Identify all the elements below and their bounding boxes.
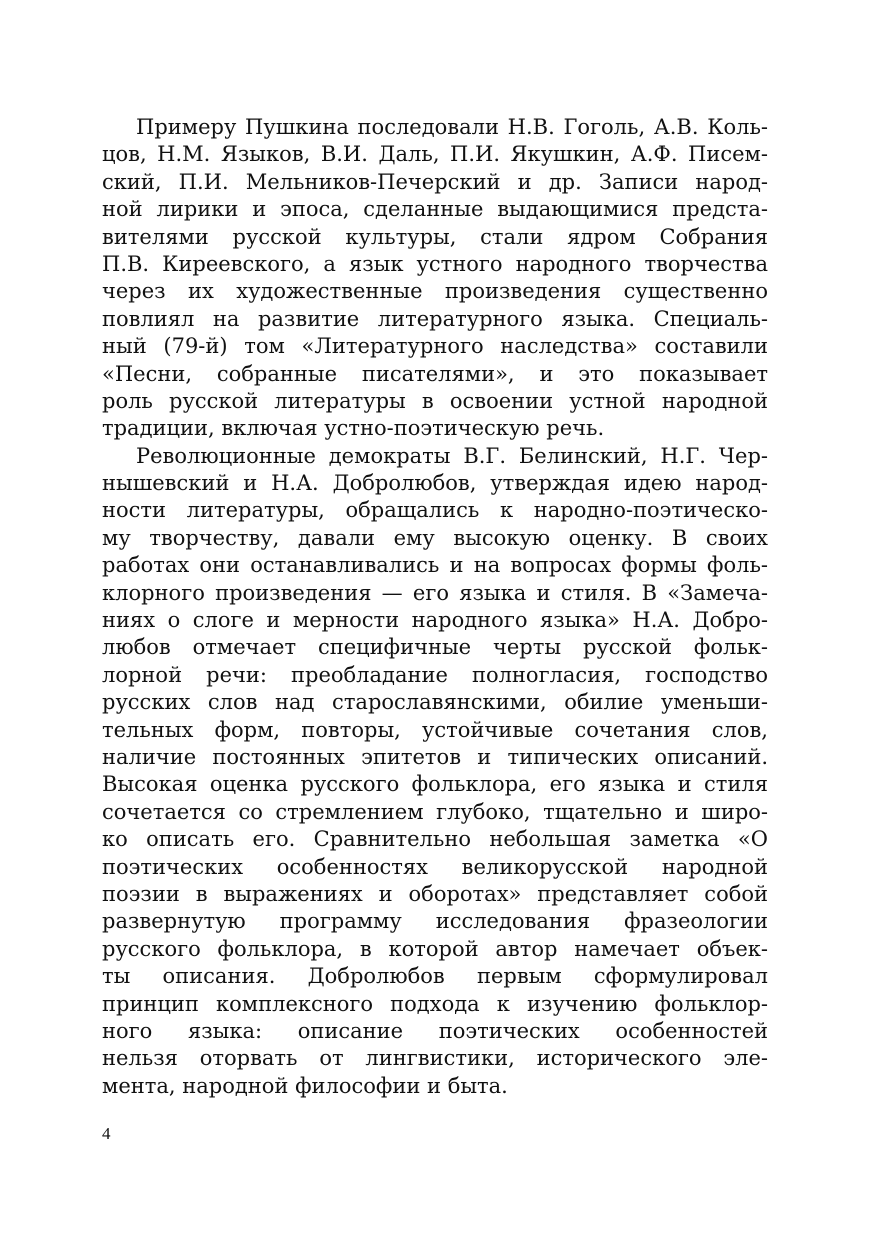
text-line: «Песни, собранные писателями», и это показывает [102,361,768,386]
text-line: цов, Н.М. Языков, В.И. Даль, П.И. Якушкин, А.Ф. Писем- [102,142,768,167]
text-line: лорной речи: преобладание полногласия, господство [102,662,768,687]
text-line: ский, П.И. Мельников-Печерский и др. Записи народ- [102,169,768,194]
text-line: Революционные демократы В.Г. Белинский, Н.Г. Чер- [136,443,768,468]
text-line: Высокая оценка русского фольклора, его языка и стиля [102,772,768,797]
text-line: ного языка: описание поэтических особенностей [102,1018,768,1043]
text-line: принцип комплексного подхода к изучению фольклор- [102,991,768,1016]
page-number: 4 [102,1124,111,1143]
text-line: ниях о слоге и мерности народного языка» Н.А. Добро- [102,608,768,633]
text-line: тельных форм, повторы, устойчивые сочетания слов, [102,717,768,742]
text-line: развернутую программу исследования фразеологии [102,909,768,934]
text-line: традиции, включая устно-поэтическую речь. [102,416,605,441]
text-line: ный (79-й) том «Литературного наследства» составили [102,334,768,359]
text-line: любов отмечает специфичные черты русской фольк- [102,635,768,660]
text-line: роль русской литературы в освоении устной народной [102,388,768,413]
text-line: ности литературы, обращались к народно-поэтическо- [102,498,768,523]
text-line: через их художественные произведения существенно [102,279,768,304]
text-line: русского фольклора, в которой автор намечает объек- [102,936,768,961]
text-line: П.В. Киреевского, а язык устного народного творчества [102,251,768,276]
paragraph-1 [102,114,768,443]
text-line: ной лирики и эпоса, сделанные выдающимися предста- [102,197,768,222]
text-line: нышевский и Н.А. Добролюбов, утверждая идею народ- [102,471,768,496]
text-line: ко описать его. Сравнительно небольшая заметка «О [102,827,768,852]
text-line: нельзя оторвать от лингвистики, исторического эле- [102,1046,768,1071]
text-line: сочетается со стремлением глубоко, тщательно и широ- [102,799,768,824]
text-line: работах они останавливались и на вопросах формы фоль- [102,553,768,578]
text-line: вителями русской культуры, стали ядром Собрания [102,224,768,249]
paragraph-2 [102,443,768,1100]
text-line: Примеру Пушкина последовали Н.В. Гоголь, А.В. Коль- [136,115,768,139]
text-line: му творчеству, давали ему высокую оценку. В своих [102,525,768,550]
text-line: поэзии в выражениях и оборотах» представляет собой [102,881,768,906]
text-line: поэтических особенностях великорусской народной [102,854,768,879]
text-line: наличие постоянных эпитетов и типических описаний. [102,744,768,769]
text-line: мента, народной философии и быта. [102,1073,508,1098]
text-line: ты описания. Добролюбов первым сформулировал [102,964,768,989]
text-line: повлиял на развитие литературного языка. Специаль- [102,306,768,331]
text-line: клорного произведения — его языка и стиля. В «Замеча- [102,580,768,605]
body-text [102,114,768,1100]
text-line: русских слов над старославянскими, обилие уменьши- [102,690,768,715]
